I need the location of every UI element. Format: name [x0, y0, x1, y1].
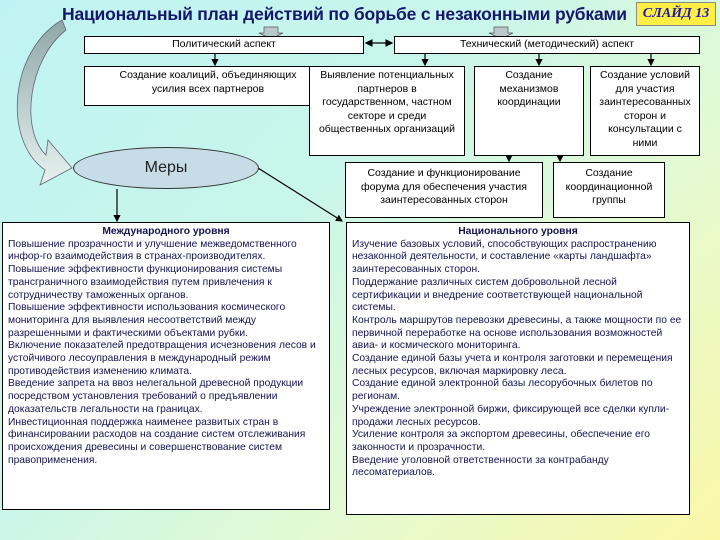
measure-item: Учреждение электронной биржи, фиксирующей все сделки купли-продажи лесных ресурсов.	[352, 403, 670, 428]
stakeholder-conditions-box: Создание условий для участия заинтересованных сторон и консультации с ними	[590, 66, 700, 156]
measure-item: Повышение эффективности функционирования системы трансграничного взаимодействия путем привлечения к сотрудничеству таможенных органов.	[8, 264, 283, 301]
page-title: Национальный план действий по борьбе с незаконными рубками	[62, 4, 627, 24]
measure-item: Введение запрета на ввоз нелегальной древесной продукции посредством установления требований о предъявлении доказательств легальности на границах.	[8, 378, 304, 415]
measure-item: Создание единой электронной базы лесорубочных билетов по регионам.	[352, 378, 653, 403]
political-aspect-box: Политический аспект	[84, 36, 364, 54]
national-measures-box	[346, 222, 690, 515]
partners-box: Выявление потенциальных партнеров в государственном, частном секторе и среди общественных организаций	[309, 66, 465, 156]
measure-item: Инвестиционная поддержка наименее развитых стран в финансировании расходов на создание систем отслеживания происхождения древесины и совершенствование систем правоприменения.	[8, 416, 306, 466]
coordination-mechanisms-box: Создание механизмов координации	[474, 66, 584, 156]
international-measures-box	[2, 222, 330, 510]
measure-item: Контроль маршрутов перевозки древесины, а также мощности по ее первичной переработке на основе использования возможностей авиа- и космического мониторинга.	[352, 314, 682, 352]
measure-item: Включение показателей предотвращения исчезновения лесов и устойчивого лесоуправления в международный режим противодействия изменению климата.	[8, 340, 316, 377]
slide-badge: СЛАЙД 13	[636, 2, 716, 26]
technical-aspect-box: Технический (методический) аспект	[394, 36, 700, 54]
measure-item: Усиление контроля за экспортом древесины, обеспечение его законности и прозрачности.	[352, 429, 651, 453]
measure-item: Поддержание различных систем добровольной лесной сертификации и внедрение соответствующей национальной системы.	[352, 276, 643, 314]
measure-item: Введение уголовной ответственности за контрабанду лесоматериалов.	[352, 454, 609, 479]
international-heading: Международного уровня	[102, 226, 230, 237]
coordination-group-box: Создание координационной группы	[553, 162, 665, 218]
measures-ellipse: Меры	[73, 147, 259, 189]
measure-item: Изучение базовых условий, способствующих распространению незаконной деятельности, и составление «карты ландшафта» заинтересованных сторон.	[352, 238, 657, 276]
measure-item: Создание единой базы учета и контроля заготовки и перемещения лесных ресурсов, включая маркировку леса.	[352, 353, 673, 377]
national-heading: Национального уровня	[458, 226, 578, 237]
measure-item: Повышение прозрачности и улучшение межведомственного инфор-го взаимодействия в странах-производителях.	[8, 238, 297, 263]
curved-arrow-icon	[17, 20, 72, 185]
forum-box: Создание и функционирование форума для обеспечения участия заинтересованных сторон	[345, 162, 543, 218]
measure-item: Повышение эффективности использования космического мониторинга для выявления несоответствий между разрешенными и фактическими объектами рубки.	[8, 302, 286, 339]
coalition-box: Создание коалиций, объединяющих усилия всех партнеров	[84, 66, 332, 106]
